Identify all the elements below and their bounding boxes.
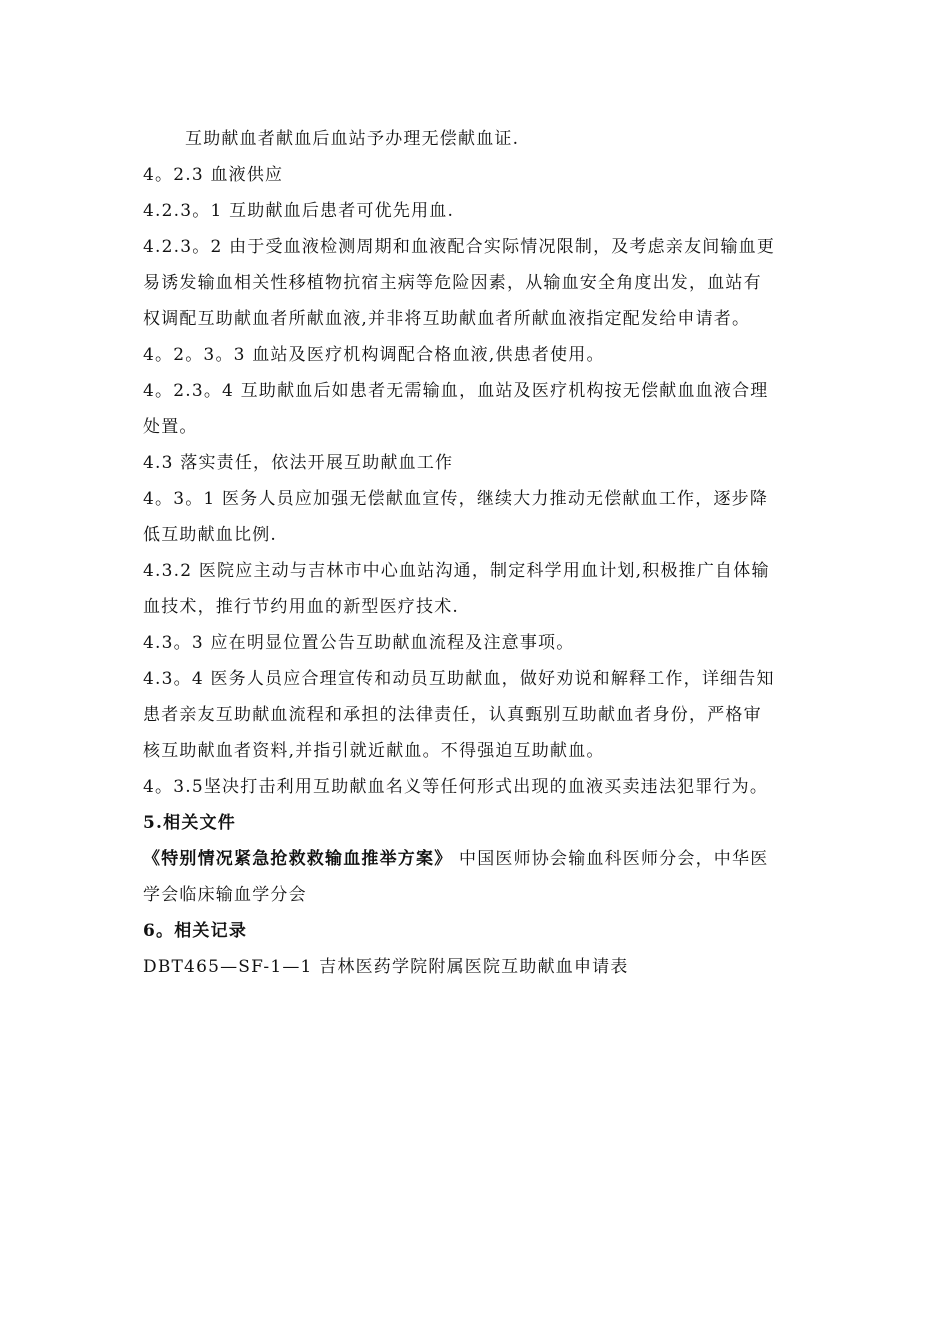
reference-organization: 中国医师协会输血科医师分会，中华医 [452, 849, 769, 869]
paragraph-line: 4.3.2 医院应主动与吉林市中心血站沟通，制定科学用血计划,积极推广自体输 [143, 561, 770, 581]
paragraph-line: 4.2.3。2 由于受血液检测周期和血液配合实际情况限制，及考虑亲友间输血更 [143, 237, 776, 257]
reference-line [143, 845, 808, 874]
section-6-heading: 6。相关记录 [143, 921, 248, 941]
paragraph-line: 权调配互助献血者所献血液,并非将互助献血者所献血液指定配发给申请者。 [143, 309, 751, 329]
paragraph-line: 4.3。4 医务人员应合理宣传和动员互助献血，做好劝说和解释工作，详细告知 [143, 669, 775, 689]
paragraph-line: 血技术，推行节约用血的新型医疗技术. [143, 597, 460, 617]
paragraph-line: 4。2.3。4 互助献血后如患者无需输血，血站及医疗机构按无偿献血血液合理 [143, 381, 769, 401]
paragraph-line: 患者亲友互助献血流程和承担的法律责任，认真甄别互助献血者身份，严格审 [143, 705, 762, 725]
paragraph-line: 4.2.3。1 互助献血后患者可优先用血. [143, 201, 455, 221]
section-heading-4-3: 4.3 落实责任，依法开展互助献血工作 [143, 453, 454, 473]
paragraph-line: 易诱发输血相关性移植物抗宿主病等危险因素，从输血安全角度出发，血站有 [143, 273, 762, 293]
document-body [143, 125, 808, 989]
reference-organization-continued: 学会临床输血学分会 [143, 885, 307, 905]
paragraph-line: 低互助献血比例. [143, 525, 278, 545]
paragraph-line: 4。2。3。3 血站及医疗机构调配合格血液,供患者使用。 [143, 345, 605, 365]
record-line: DBT465—SF-1—1 吉林医药学院附属医院互助献血申请表 [143, 957, 629, 977]
reference-title: 《特别情况紧急抢救救输血推举方案》 [143, 849, 453, 869]
paragraph-line: 4。3.5坚决打击利用互助献血名义等任何形式出现的血液买卖违法犯罪行为。 [143, 777, 769, 797]
paragraph-line: 核互助献血者资料,并指引就近献血。不得强迫互助献血。 [143, 741, 605, 761]
paragraph-line: 4.3。3 应在明显位置公告互助献血流程及注意事项。 [143, 633, 575, 653]
section-heading-4-2-3: 4。2.3 血液供应 [143, 165, 284, 185]
paragraph-line: 4。3。1 医务人员应加强无偿献血宣传，继续大力推动无偿献血工作，逐步降 [143, 489, 769, 509]
section-5-heading: 5.相关文件 [143, 813, 236, 833]
paragraph-line: 互助献血者献血后血站予办理无偿献血证. [185, 129, 520, 149]
paragraph-line: 处置。 [143, 417, 198, 437]
